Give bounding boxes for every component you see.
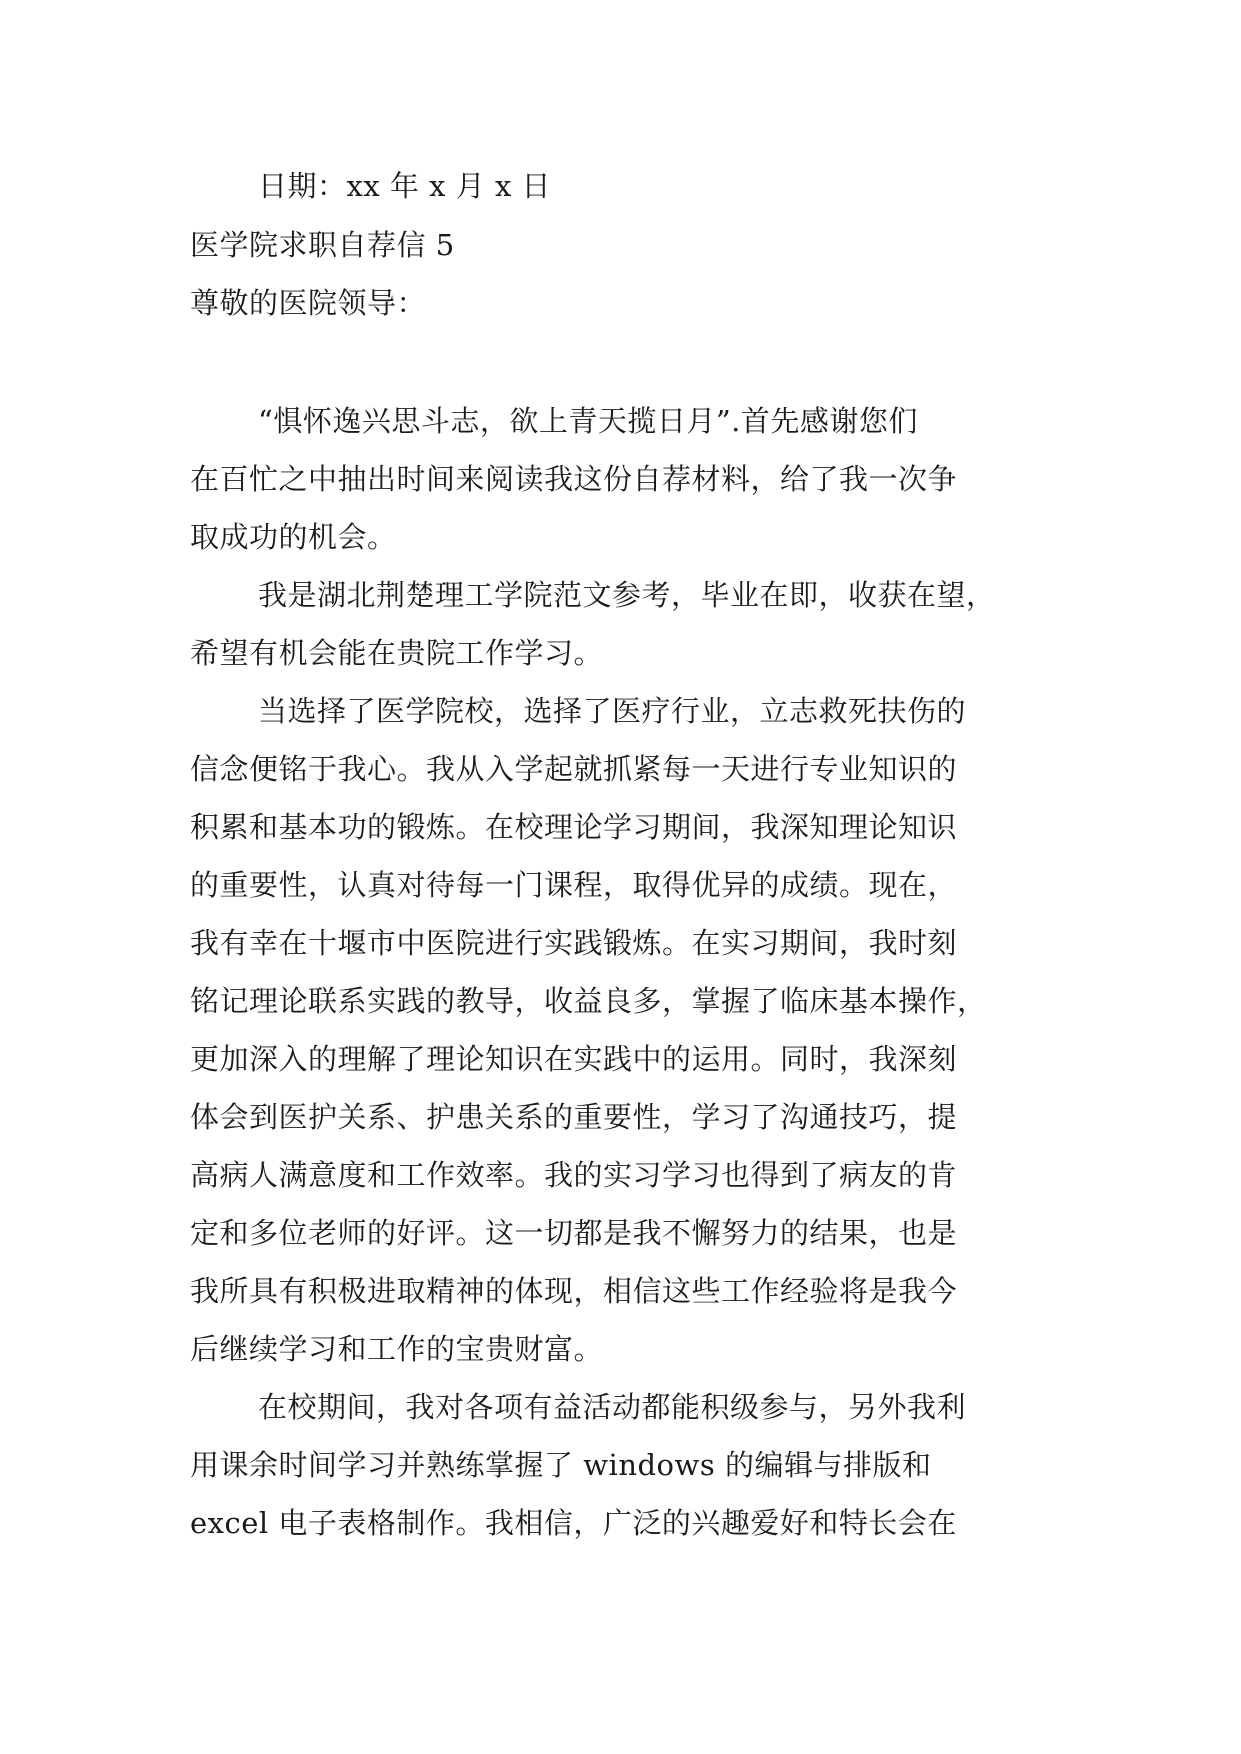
paragraph-line: 高病人满意度和工作效率。我的实习学习也得到了病友的肯 <box>190 1158 958 1192</box>
paragraph-line: 更加深入的理解了理论知识在实践中的运用。同时，我深刻 <box>190 1042 958 1076</box>
paragraph-line: 体会到医护关系、护患关系的重要性，学习了沟通技巧，提 <box>190 1100 958 1134</box>
paragraph-line: excel 电子表格制作。我相信，广泛的兴趣爱好和特长会在 <box>190 1506 957 1540</box>
paragraph-line: 取成功的机会。 <box>190 520 397 554</box>
paragraph-line: 希望有机会能在贵院工作学习。 <box>190 636 604 670</box>
paragraph-line: 我有幸在十堰市中医院进行实践锻炼。在实习期间，我时刻 <box>190 926 958 960</box>
paragraph-line: 在百忙之中抽出时间来阅读我这份自荐材料，给了我一次争 <box>190 462 958 496</box>
paragraph-line: 在校期间，我对各项有益活动都能积级参与，另外我利 <box>258 1390 967 1424</box>
paragraph-line: 信念便铭于我心。我从入学起就抓紧每一天进行专业知识的 <box>190 752 958 786</box>
paragraph-line: 定和多位老师的好评。这一切都是我不懈努力的结果，也是 <box>190 1216 958 1250</box>
salutation: 尊敬的医院领导： <box>190 286 427 320</box>
paragraph-line: 的重要性，认真对待每一门课程，取得优异的成绩。现在， <box>190 868 958 902</box>
paragraph-line: 我是湖北荆楚理工学院范文参考，毕业在即，收获在望， <box>258 578 996 612</box>
paragraph-line: 后继续学习和工作的宝贵财富。 <box>190 1332 604 1366</box>
paragraph-line: 用课余时间学习并熟练掌握了 windows 的编辑与排版和 <box>190 1448 932 1482</box>
paragraph-line: “惧怀逸兴思斗志，欲上青天揽日月”.首先感谢您们 <box>258 404 918 438</box>
paragraph-line: 铭记理论联系实践的教导，收益良多，掌握了临床基本操作， <box>190 984 987 1018</box>
paragraph-line: 积累和基本功的锻炼。在校理论学习期间，我深知理论知识 <box>190 810 958 844</box>
paragraph-line: 当选择了医学院校，选择了医疗行业，立志救死扶伤的 <box>258 694 967 728</box>
paragraph-line: 我所具有积极进取精神的体现，相信这些工作经验将是我今 <box>190 1274 958 1308</box>
date-line: 日期：xx 年 x 月 x 日 <box>258 169 552 203</box>
document-title: 医学院求职自荐信 5 <box>190 228 455 262</box>
